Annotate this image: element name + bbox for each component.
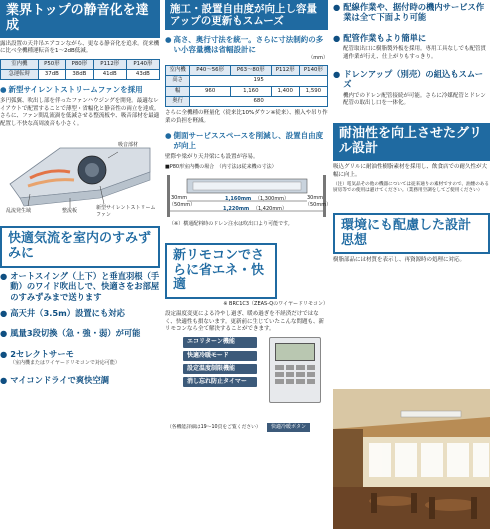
bullet-fan-speed: ● 風量3段切換（急・強・弱）が可能 xyxy=(0,328,141,339)
noise-table-row: 急運転時 37dB 38dB 41dB 43dB xyxy=(1,70,160,80)
column-right xyxy=(333,0,490,529)
column-middle xyxy=(165,0,332,529)
fan-heading: ● 新型サイレントストリームファンを採用 xyxy=(0,85,143,95)
dim-left: 30mm xyxy=(171,194,188,201)
remote-text: 設定温度変更による冷やし過ぎ、暖め過ぎを不経済だけではなく、快適性も損ないます。更新前に生じていたこんな問題も、新リモコンなら全て解決することができます。 xyxy=(165,311,324,332)
oil-note: （注）電気品その他の機器については従来通りの素材ですので、油煙のある厨房等での使用は避けてください。（業務用空調をしてご使用ください） xyxy=(333,182,490,194)
install-point-2-text: 壁際や梁がり天井梁にも設置が容易。 xyxy=(165,154,259,161)
item-drain-text: 機内でのドレン配管接続が可能。さらに冷媒配管とドレン配管の取出し口を一体化。 xyxy=(343,92,486,107)
dim-left-old: （50mm） xyxy=(169,201,196,208)
item-drain: ● ドレンアップ（別売）の組込もスムーズ xyxy=(333,68,484,90)
env-text: 樹脂部品には材質を表示し、再資源時の処理に対応。 xyxy=(333,257,466,264)
install-point-1: ● 高さ、奥行寸法を統一。さらに寸法制約の多い小容量機は省幅設計に xyxy=(165,35,324,55)
item-wiring: ● 配線作業や、据付時の機内サービス作業は全て下面より可能 xyxy=(333,2,485,23)
thermo-note: （室内機またはワイヤードリモコンで対応可能） xyxy=(10,360,120,367)
remote-panel xyxy=(165,337,328,452)
remote-control-image xyxy=(269,337,321,403)
bullet-swing: ● オートスイング（上下）と垂直羽根（手動）のワイド吹出しで、快適さをお部屋のすみずみまで送ります xyxy=(0,271,160,302)
pill-off-timer: 消し忘れ防止タイマー xyxy=(183,377,257,387)
noise-table xyxy=(0,59,160,81)
pill-temp-limit: 設定温度制限機能 xyxy=(183,364,257,374)
remote-model: ※ BRC1C3（ZEAS-Qのワイヤードリモコン） xyxy=(223,301,328,308)
oil-title: 耐油性を向上させたグリル設計 xyxy=(333,123,490,161)
dim-inner: 1,160mm xyxy=(225,195,252,202)
rectifier-label: 整流板 xyxy=(62,208,78,215)
side-space-diagram xyxy=(165,175,332,235)
bullet-thermo: ● 2セレクトサーモ xyxy=(0,348,74,359)
pill-comfort-mode: 快適冷暖モード xyxy=(183,351,257,361)
remote-title: 新リモコンでさらに省エネ・快適 xyxy=(165,243,277,300)
unit-label: （mm） xyxy=(308,55,328,62)
remote-tag: 快適冷暖ボタン xyxy=(267,423,310,432)
size-table: 室内機 P40〜56形 P63〜80形 P112形 P140形 高さ 195 幅 960 1,160 1,400 1,590 奥行 680 xyxy=(165,65,328,107)
pipe-note: （※）横通配料時のドレン注水は吹出口より可能です。 xyxy=(169,220,293,227)
env-title: 環境にも配慮した設計思想 xyxy=(333,213,490,255)
bullet-high-ceiling: ● 高天井（3.5m）設置にも対応 xyxy=(0,308,125,319)
noise-table-header: 室内機 P50形 P80形 P112形 P140形 xyxy=(1,59,160,69)
pipe-caption: ■P80形室内機の場合 （内寸法は従来機の寸法） xyxy=(165,163,277,170)
oil-text: 吸込グリルに耐油性樹脂素材を採用し、飲食店での耐久性が大幅に向上。 xyxy=(333,164,488,178)
dim-outer-old: （1,420mm） xyxy=(253,205,288,212)
column-left xyxy=(0,0,160,529)
dim-outer: 1,220mm xyxy=(223,205,250,212)
item-piping: ● 配管作業もより簡単に xyxy=(333,32,427,43)
weight-text: さらに全機種の軽量化（従来比10%ダウン※従来）、搬入や吊り作業の負担を軽減。 xyxy=(165,110,328,124)
newfan-label: 新型サイレントストリームファン xyxy=(96,205,156,218)
fan-text: 多円弧翼、吹出し部を伴ったファンハウジングを開発。最適なレイアウトで配置することで薄型・省幅化と静音性の両立を達成。さらに、ファン間乱流渦を低減させる整流板や、吸音部材を最適配置し不快な高周波音も小さく。 xyxy=(0,98,160,127)
dim-inner-old: （1,300mm） xyxy=(255,195,290,202)
silence-intro: 露出設置の天井吊エアコンながら、更なる静音化を追求。従来機に比べ全機種運転音を1〜2dB低減。 xyxy=(0,40,160,55)
remote-note: （各機能詳細は19〜10頁をご覧ください） xyxy=(167,425,261,431)
dim-right-old: （50mm） xyxy=(305,201,332,208)
silence-title: 業界トップの静音化を達成 xyxy=(0,0,160,38)
bullet-dry: ● マイコンドライで爽快空調 xyxy=(0,374,110,385)
restaurant-photo xyxy=(333,389,490,529)
fan-diagram xyxy=(0,132,160,220)
dim-right: 30mm xyxy=(307,194,324,201)
install-title: 施工・設置自由度が向上し容量アップの更新もスムーズ xyxy=(165,0,328,30)
comfort-title: 快適気流を室内のすみずみに xyxy=(0,226,160,268)
function-list xyxy=(183,337,257,389)
pill-eco-return: エコリターン機能 xyxy=(183,337,257,347)
install-point-2: ● 側面サービススペースを削減し、設置自由度が向上 xyxy=(165,131,324,151)
item-piping-text: 配管取出口に樹脂製外板を採用。専用工具なしでも配管貫通作業が行え、仕上がりもすっきり。 xyxy=(343,46,487,60)
noise-area-label: 乱流発生域 xyxy=(6,208,32,215)
absorb-label: 吸音部材 xyxy=(118,142,139,149)
